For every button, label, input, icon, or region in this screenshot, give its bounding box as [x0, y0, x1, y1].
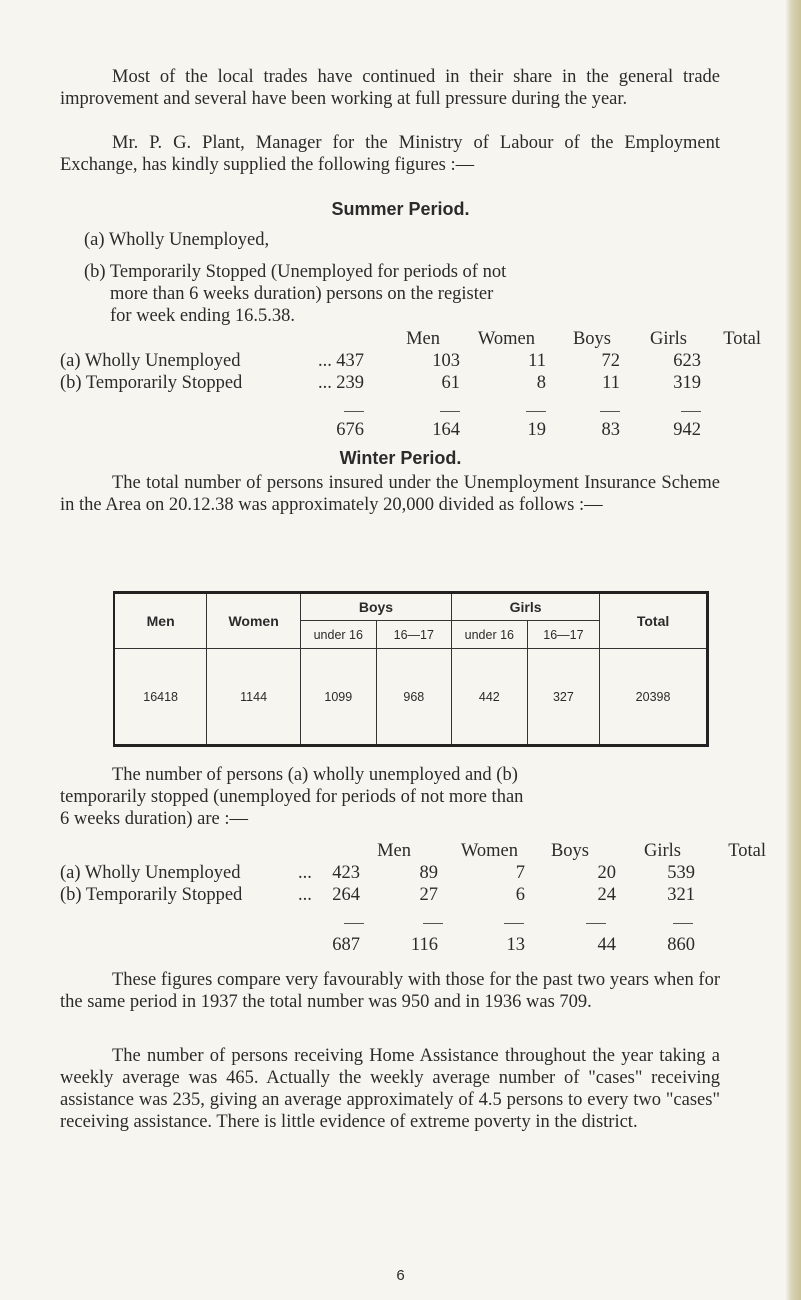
winter-col-total: Total — [728, 841, 766, 861]
closing-paragraph-1: These figures compare very favourably with those for the past two years when for the same period in 1937 the total number was 950 and in 1936 was 709. — [60, 970, 720, 1012]
winter-total-women: 116 — [410, 935, 438, 955]
summer-sep-girls — [600, 411, 620, 412]
table-value-girls-under-16: 442 — [452, 649, 528, 746]
winter-sep-girls — [586, 923, 606, 924]
winter-row-b-label: (b) Temporarily Stopped — [60, 885, 243, 905]
summer-row-a-total: 623 — [673, 351, 701, 371]
intro-paragraph-1: Most of the local trades have continued in their share in the general trade improvement and several have been working at full pressure during the year. — [60, 67, 720, 109]
summer-total-boys: 19 — [527, 420, 546, 440]
summer-note-b-line-1: (b) Temporarily Stopped (Unemployed for periods of not — [84, 262, 507, 282]
table-header-men: Men — [114, 593, 207, 649]
table-value-girls-16-17: 327 — [527, 649, 599, 746]
summer-total-girls: 83 — [601, 420, 620, 440]
winter-row-b-men: 264 — [332, 885, 360, 905]
summer-sep-women — [440, 411, 460, 412]
summer-sep-boys — [526, 411, 546, 412]
winter-row-a-girls: 20 — [597, 863, 616, 883]
winter-row-a-women: 89 — [419, 863, 438, 883]
summer-row-b-men: 239 — [336, 373, 364, 393]
winter-heading: Winter Period. — [339, 448, 462, 468]
winter-row-b-dots: ... — [298, 885, 312, 905]
winter-para2-line-1: The number of persons (a) wholly unemployed and (b) — [112, 765, 518, 785]
table-header-boys: Boys — [300, 593, 451, 621]
winter-row-a-dots: ... — [298, 863, 312, 883]
page-edge — [785, 0, 801, 1300]
winter-col-girls: Girls — [644, 841, 681, 861]
winter-col-boys: Boys — [550, 841, 589, 861]
winter-row-b-total: 321 — [667, 885, 695, 905]
table-header-boys-under-16: under 16 — [300, 621, 376, 649]
summer-row-b-label: (b) Temporarily Stopped — [60, 373, 243, 393]
summer-row-a-dots: ... — [318, 351, 332, 371]
summer-row-b-total: 319 — [673, 373, 701, 393]
summer-heading: Summer Period. — [331, 199, 470, 219]
summer-col-women: Women — [477, 329, 535, 349]
winter-sep-boys — [504, 923, 524, 924]
winter-total-girls: 44 — [597, 935, 616, 955]
table-value-boys-under-16: 1099 — [300, 649, 376, 746]
winter-sep-men — [344, 923, 364, 924]
summer-row-a-label: (a) Wholly Unemployed — [60, 351, 241, 371]
table-header-boys-16-17: 16—17 — [376, 621, 451, 649]
intro-paragraph-2: Mr. P. G. Plant, Manager for the Ministry of Labour of the Employment Exchange, has kindly supplied the following figures :— — [60, 133, 720, 175]
summer-row-b-boys: 8 — [536, 373, 546, 393]
summer-col-boys: Boys — [572, 329, 611, 349]
table-value-total: 20398 — [600, 649, 708, 746]
winter-row-b-boys: 6 — [515, 885, 525, 905]
table-header-women: Women — [207, 593, 301, 649]
summer-row-b-girls: 11 — [602, 373, 620, 393]
winter-row-a-label: (a) Wholly Unemployed — [60, 863, 241, 883]
table-value-men: 16418 — [114, 649, 207, 746]
table-value-boys-16-17: 968 — [376, 649, 451, 746]
summer-row-a-women: 103 — [432, 351, 460, 371]
page-number: 6 — [396, 1267, 405, 1284]
insured-persons-table — [113, 591, 709, 747]
winter-col-women: Women — [460, 841, 518, 861]
summer-col-girls: Girls — [650, 329, 687, 349]
table-header-girls: Girls — [452, 593, 600, 621]
summer-sep-men — [344, 411, 364, 412]
winter-para2-line-3: 6 weeks duration) are :— — [60, 809, 249, 829]
winter-para2-line-2: temporarily stopped (unemployed for periods of not more than — [60, 787, 524, 807]
summer-col-men: Men — [406, 329, 440, 349]
winter-paragraph: The total number of persons insured under the Unemployment Insurance Scheme in the Area on 20.12.38 was approximately 20,000 divided as follows :— — [60, 473, 720, 515]
winter-col-men: Men — [377, 841, 411, 861]
summer-total-women: 164 — [432, 420, 460, 440]
summer-row-b-dots: ... — [318, 373, 332, 393]
winter-row-b-girls: 24 — [597, 885, 616, 905]
winter-row-a-men: 423 — [332, 863, 360, 883]
summer-note-a: (a) Wholly Unemployed, — [84, 230, 270, 250]
winter-total-men: 687 — [332, 935, 360, 955]
summer-row-a-boys: 11 — [528, 351, 546, 371]
summer-note-b-line-2: more than 6 weeks duration) persons on the register — [110, 284, 494, 304]
summer-total-total: 942 — [673, 420, 701, 440]
table-value-women: 1144 — [207, 649, 301, 746]
winter-row-b-women: 27 — [419, 885, 438, 905]
winter-row-a-total: 539 — [667, 863, 695, 883]
summer-row-a-girls: 72 — [601, 351, 620, 371]
summer-note-b-line-3: for week ending 16.5.38. — [110, 306, 295, 326]
winter-row-a-boys: 7 — [515, 863, 525, 883]
closing-paragraph-2: The number of persons receiving Home Assistance throughout the year taking a weekly average was 465. Actually the weekly average number of "cases" receiving assistance was 235, giving an average approximately of 4.5 persons to every two "cases" receiving assistance. There is little evidence of extreme poverty in the district. — [60, 1046, 720, 1132]
winter-sep-women — [423, 923, 443, 924]
summer-sep-total — [681, 411, 701, 412]
table-header-girls-16-17: 16—17 — [527, 621, 599, 649]
winter-total-boys: 13 — [506, 935, 525, 955]
summer-col-total: Total — [723, 329, 761, 349]
table-header-girls-under-16: under 16 — [452, 621, 528, 649]
table-header-total: Total — [600, 593, 708, 649]
summer-row-b-women: 61 — [441, 373, 460, 393]
winter-sep-total — [673, 923, 693, 924]
summer-total-men: 676 — [336, 420, 364, 440]
winter-total-total: 860 — [667, 935, 695, 955]
summer-row-a-men: 437 — [336, 351, 364, 371]
